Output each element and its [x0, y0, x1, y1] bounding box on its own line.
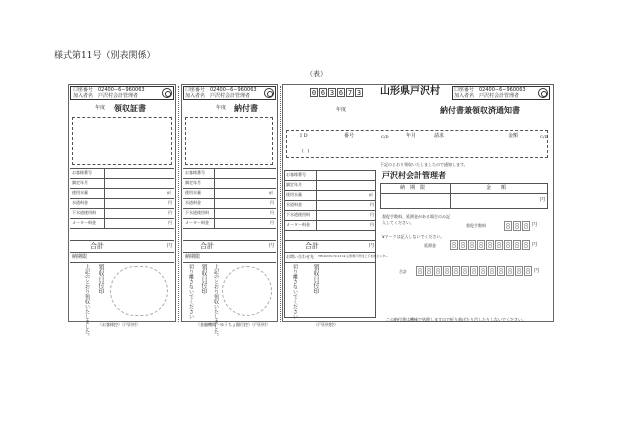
fee-yen: 円 [532, 222, 538, 228]
late-fee-yen: 円 [532, 242, 538, 248]
machine-processing-note: この納付書は機械で処理しますので折り曲げたり汚したりしないでください。 [386, 317, 526, 322]
notice-row-label: メーター料金 [286, 222, 310, 227]
receipt-received-note: 上記のとおり領収いたしました。 [84, 264, 90, 339]
payment-footer: （金融機関・ゆうちょ銀行控）（戸沢村） [196, 322, 270, 327]
seg-digit[interactable]: 8 [444, 267, 450, 276]
payee-name: 戸沢村会計管理者 [382, 170, 446, 180]
payment-total-yen: 円 [269, 243, 275, 249]
payment-account-holder: 加入者名 戸沢村会計管理者 [185, 93, 251, 99]
receipt-title: 領収証書 [114, 103, 146, 113]
notice-title: 納付書兼領収済通知書 [440, 105, 520, 115]
payment-nendo: 年度 [216, 105, 227, 111]
seg-digit[interactable]: 8 [505, 222, 511, 231]
notice-unit-yen: 円 [370, 202, 374, 207]
late-fee-label: 延滞金 [424, 243, 436, 248]
receipt-row-label: 使用水量 [72, 190, 88, 195]
seg-digit[interactable]: 8 [514, 222, 520, 231]
code-digit: 6 [320, 89, 326, 97]
payment-received-note: 上記のとおり領収いたしました。 [213, 264, 219, 339]
notice-row-label: お客様番号 [286, 172, 306, 177]
notice-account-holder: 加入者名 戸沢村会計管理者 [454, 93, 520, 99]
notice-row-label: 調定年月 [286, 182, 302, 187]
omote-label: （表） [306, 70, 327, 78]
seg-digit[interactable]: 8 [505, 241, 511, 250]
receipt-row-label: 下水道使用料 [72, 210, 96, 215]
seg-digit[interactable]: 8 [514, 241, 520, 250]
receipt-stamp-label: 領収日付印 [97, 264, 104, 294]
payment-deadline: 納期限 [185, 254, 201, 260]
id-label: I D [300, 133, 308, 139]
id-marker: [ ] [302, 148, 310, 153]
seg-digit[interactable]: 8 [417, 267, 423, 276]
payment-row-label: 調定年月 [185, 180, 201, 185]
payment-stamp-area [222, 266, 272, 316]
number-label: 番号 [344, 133, 355, 139]
payment-row-label: メーター料金 [185, 220, 209, 225]
payment-unit-m3: ㎥ [269, 190, 273, 195]
seg-digit[interactable]: 8 [498, 267, 504, 276]
notice-unit-m3: ㎥ [369, 192, 373, 197]
notice-stamp-label: 領収日付印 [312, 264, 319, 294]
receipt-row-label: お客様番号 [72, 170, 92, 175]
notice-row-label: 使用水量 [286, 192, 302, 197]
notice-contact-label: お問い合わせ先 [286, 254, 314, 259]
receipt-row-label: 水道料金 [72, 200, 88, 205]
notice-row-label: 水道料金 [286, 202, 302, 207]
ocr-note: 下記のとおり領収いたしましたので通知します。 [380, 162, 468, 167]
notice-no-detach-note: 切り離さないでください [292, 264, 298, 319]
code-digit: 6 [338, 89, 344, 97]
notice-contact-value: TEL0233-72-2114 山形県戸沢村上下水道センター [318, 254, 389, 258]
receipt-total-label: 合計 [90, 242, 104, 250]
receipt-account-holder: 加入者名 戸沢村会計管理者 [73, 93, 139, 99]
fee-note: 督促手数料、延滞金がある場合のみ記入してください。 [382, 214, 450, 225]
seg-digit[interactable]: 8 [480, 267, 486, 276]
receipt-total-yen: 円 [167, 243, 173, 249]
payment-row-label: 下水道使用料 [185, 210, 209, 215]
notice-unit-yen: 円 [370, 222, 374, 227]
code-digit: 0 [311, 89, 317, 97]
deadline-column-header: 納 期 限 [400, 185, 426, 191]
receipt-row-label: 調定年月 [72, 180, 88, 185]
seg-digit[interactable]: 8 [469, 241, 475, 250]
seg-digit[interactable]: 8 [462, 267, 468, 276]
receipt-unit-yen: 円 [168, 210, 172, 215]
payment-unit-yen: 円 [270, 220, 274, 225]
receipt-unit-yen: 円 [168, 220, 172, 225]
receipt-row-label: メーター料金 [72, 220, 96, 225]
notice-total-yen: 円 [369, 243, 375, 249]
amount-yen: 円 [540, 197, 546, 203]
notice-total-label: 合計 [305, 242, 319, 250]
municipality-name: 山形県戸沢村 [380, 86, 440, 97]
seg-digit[interactable]: 8 [516, 267, 522, 276]
seg-digit[interactable]: 8 [478, 241, 484, 250]
code-digit: 3 [356, 89, 362, 97]
notice-unit-yen: 円 [370, 212, 374, 217]
payment-no-detach-note: 切り離さないでください [188, 264, 194, 319]
receipt-unit-m3: ㎥ [167, 190, 171, 195]
japan-post-logo-icon [162, 88, 172, 98]
seg-digit[interactable]: 8 [460, 241, 466, 250]
payment-account-number: 口座番号 02400−6−960063 [185, 87, 257, 93]
seg-digit[interactable]: 8 [507, 267, 513, 276]
seg-digit[interactable]: 8 [435, 267, 441, 276]
seg-digit[interactable]: 8 [451, 241, 457, 250]
notice-footer: （戸沢村控） [314, 322, 338, 327]
payment-title: 納付書 [234, 103, 258, 113]
seg-digit[interactable]: 8 [496, 241, 502, 250]
receipt-nendo: 年度 [95, 105, 106, 111]
japan-post-logo-icon [264, 88, 274, 98]
receipt-account-number: 口座番号 02400−6−960063 [73, 87, 145, 93]
sum-label: 合計 [399, 269, 407, 274]
notice-account-number: 口座番号 02400−6−960063 [454, 87, 526, 93]
perforation-line [178, 86, 179, 322]
payment-row-label: お客様番号 [185, 170, 205, 175]
payment-total-label: 合計 [200, 242, 214, 250]
cd-label-2: C/D [540, 134, 548, 139]
seg-digit[interactable]: 8 [453, 267, 459, 276]
notice-row-label: 下水道使用料 [286, 212, 310, 217]
japan-post-logo-icon [538, 88, 548, 98]
fee-label: 督促手数料 [466, 223, 486, 228]
seg-digit[interactable]: 8 [523, 222, 529, 231]
receipt-stamp-area [110, 266, 168, 316]
receipt-unit-yen: 円 [168, 200, 172, 205]
code-digit: 7 [347, 89, 353, 97]
seg-digit[interactable]: 8 [471, 267, 477, 276]
notice-nendo: 年度 [336, 107, 347, 113]
receipt-address-area [72, 117, 172, 165]
payment-row-label: 水道料金 [185, 200, 201, 205]
amount-label: 金額 [508, 133, 519, 139]
cd-label: C/D [381, 134, 389, 139]
receipt-deadline: 納期限 [72, 254, 88, 260]
payment-stamp-label: 領収日付印 [200, 264, 207, 294]
payment-unit-yen: 円 [270, 210, 274, 215]
code-digit: 3 [329, 89, 335, 97]
receipt-footer: （お客様控）（戸沢村） [98, 322, 140, 327]
yen-mark-note: ¥マークは記入しないでください。 [382, 234, 445, 239]
seg-digit[interactable]: 8 [523, 241, 529, 250]
seg-digit[interactable]: 8 [525, 267, 531, 276]
invoice-label: 請求 [434, 133, 445, 139]
form-title: 様式第11号（別表関係） [54, 51, 156, 61]
amount-column-header: 金 額 [486, 185, 507, 191]
payment-row-label: 使用水量 [185, 190, 201, 195]
payment-unit-yen: 円 [270, 200, 274, 205]
year-month-label: 年月 [406, 133, 417, 139]
payment-address-area [185, 117, 273, 165]
seg-digit[interactable]: 8 [487, 241, 493, 250]
perforation-line [280, 86, 281, 322]
seg-digit[interactable]: 8 [426, 267, 432, 276]
sum-yen: 円 [534, 268, 540, 274]
seg-digit[interactable]: 8 [489, 267, 495, 276]
